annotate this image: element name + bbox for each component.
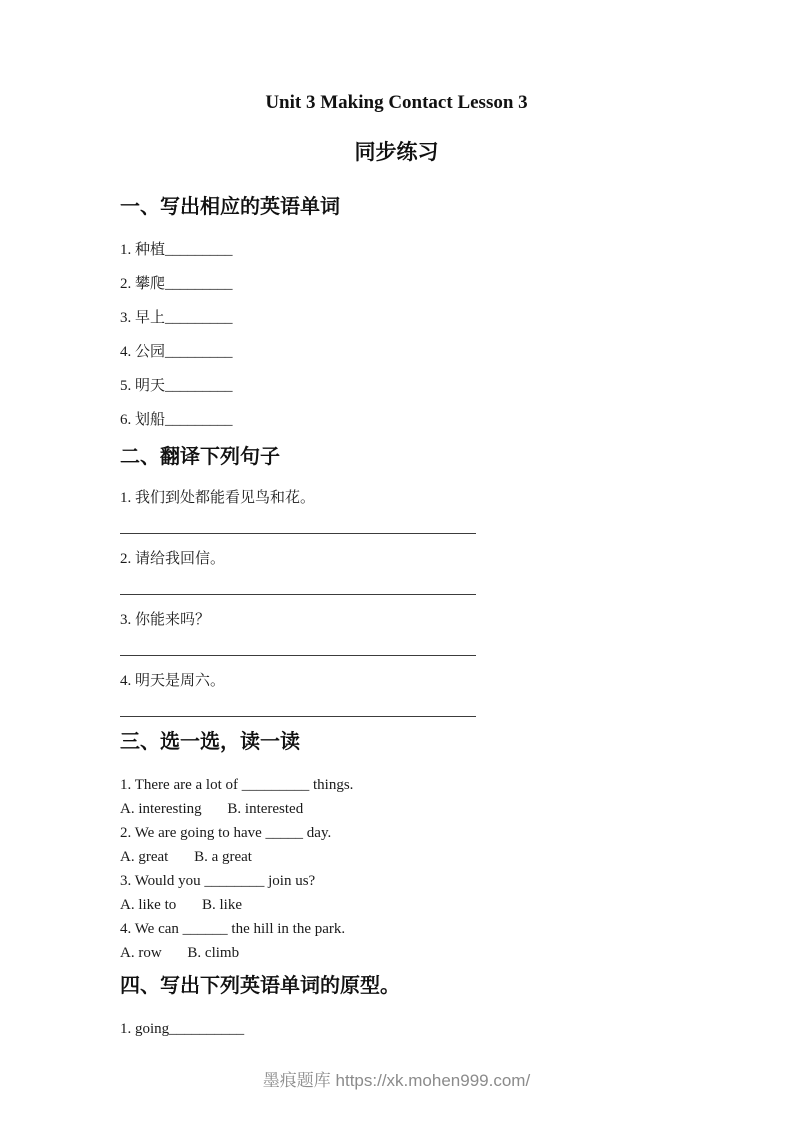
section-1-heading: 一、写出相应的英语单词	[120, 196, 340, 218]
option-a-3: A. like to	[120, 897, 177, 913]
section-2-heading: 二、翻译下列句子	[120, 446, 280, 468]
option-a-2: A. great	[120, 849, 169, 865]
translation-sentence-2: 2. 请给我回信。	[120, 551, 226, 567]
choice-options-1	[120, 797, 683, 821]
word-item-4: 4. 公园_________	[120, 344, 233, 360]
answer-blank-line-3	[120, 655, 476, 656]
page-title: Unit 3 Making Contact Lesson 3	[265, 92, 528, 113]
word-item-3: 3. 早上_________	[120, 310, 233, 326]
footer-text: 墨痕题库 https://xk.mohen999.com/	[262, 1071, 531, 1090]
option-b-3: B. like	[202, 897, 242, 913]
option-b-2: B. a great	[194, 849, 252, 865]
word-item-1: 1. 种植_________	[120, 242, 233, 258]
word-item-5: 5. 明天_________	[120, 378, 233, 394]
answer-blank-line-1	[120, 533, 476, 534]
answer-blank-line-2	[120, 594, 476, 595]
word-item-6: 6. 划船_________	[120, 412, 233, 428]
choice-options-2	[120, 845, 683, 869]
choice-question-1: 1. There are a lot of _________ things.	[120, 777, 354, 793]
option-b-4: B. climb	[187, 945, 240, 961]
section-4-heading: 四、写出下列英语单词的原型。	[120, 975, 400, 997]
base-form-item-1: 1. going__________	[120, 1021, 245, 1037]
worksheet-content	[0, 194, 793, 1037]
page-subtitle: 同步练习	[354, 141, 439, 164]
choice-options-4	[120, 941, 683, 965]
option-a-1: A. interesting	[120, 801, 202, 817]
choice-question-4: 4. We can ______ the hill in the park.	[120, 921, 346, 937]
option-a-4: A. row	[120, 945, 162, 961]
section-3-heading: 三、选一选，读一读	[120, 731, 300, 753]
choice-options-3	[120, 893, 683, 917]
option-b-1: B. interested	[227, 801, 304, 817]
word-item-2: 2. 攀爬_________	[120, 276, 233, 292]
translation-sentence-4: 4. 明天是周六。	[120, 673, 226, 689]
answer-blank-line-4	[120, 716, 476, 717]
choice-question-3: 3. Would you ________ join us?	[120, 873, 316, 889]
translation-sentence-1: 1. 我们到处都能看见鸟和花。	[120, 490, 316, 506]
choice-question-2: 2. We are going to have _____ day.	[120, 825, 332, 841]
translation-sentence-3: 3. 你能来吗？	[120, 612, 211, 628]
